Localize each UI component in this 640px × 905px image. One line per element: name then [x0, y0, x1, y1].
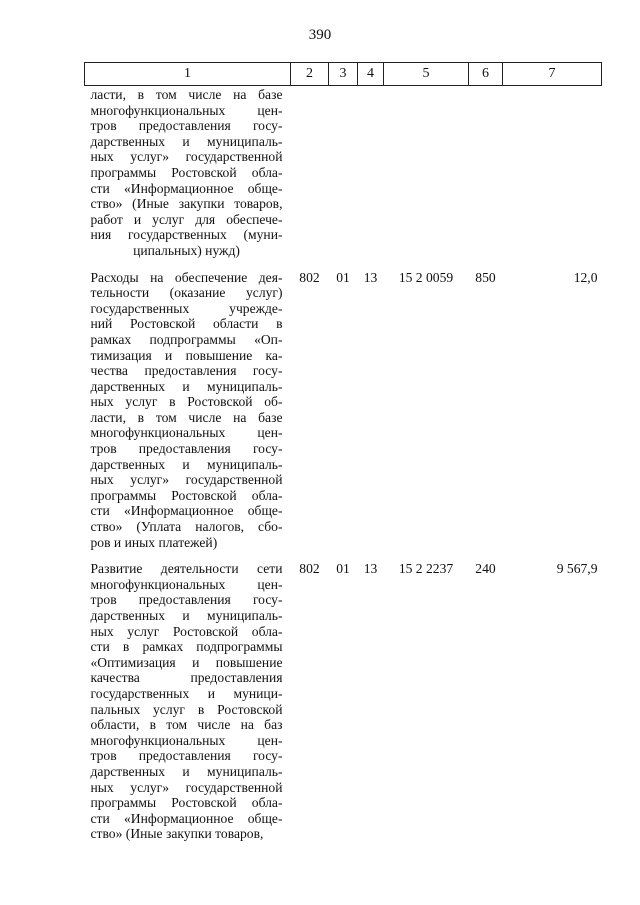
description-line: тров предоставления госу-	[90, 748, 283, 764]
column-header-3: 3	[329, 63, 358, 86]
column-header-2: 2	[291, 63, 329, 86]
row-description	[85, 269, 291, 551]
column-header-1: 1	[85, 63, 291, 86]
row-description	[85, 560, 291, 842]
description-line: области, в том числе на баз	[90, 717, 283, 733]
cell-subsection: 13	[363, 269, 378, 285]
column-header-6: 6	[469, 63, 503, 86]
description-line: тров предоставления госу-	[90, 441, 283, 457]
description-line: качества предоставления	[90, 670, 283, 686]
description-line: дарственных и муниципаль-	[90, 378, 283, 394]
cell-amount: 12,0	[573, 269, 598, 285]
description-line: ство» (Иные закупки товаров,	[90, 826, 264, 842]
description-line: Расходы на обеспечение дея-	[90, 269, 283, 285]
description-line: многофункциональных цен-	[90, 425, 283, 441]
description-line: сти «Информационное обще-	[90, 180, 283, 196]
description-line: многофункциональных цен-	[90, 732, 283, 748]
description-line: программы Ростовской обла-	[90, 487, 283, 503]
description-line: дарственных и муниципаль-	[90, 456, 283, 472]
description-line: ния государственных (муни-	[90, 227, 283, 243]
cell-ministry-code: 802	[299, 269, 320, 285]
table-row	[85, 86, 602, 259]
description-line: государственных и муници-	[90, 685, 283, 701]
cell-expense-type: 850	[475, 269, 496, 285]
cell-expense-type: 240	[475, 561, 496, 577]
description-line: ласти, в том числе на базе	[90, 87, 283, 102]
description-line: «Оптимизация и повышение	[90, 654, 283, 670]
column-header-7: 7	[503, 63, 602, 86]
header-row	[85, 63, 602, 86]
cell-section: 01	[336, 269, 350, 285]
cell-target-article	[384, 86, 469, 259]
description-line: Развитие деятельности сети	[90, 561, 283, 577]
description-line: тров предоставления госу-	[90, 592, 283, 608]
row-spacer	[85, 550, 602, 560]
description-line: рамках подпрограммы «Оп-	[90, 331, 283, 347]
description-line: программы Ростовской обла-	[90, 795, 283, 811]
description-line: ров и иных платежей)	[90, 534, 218, 550]
table-row	[85, 560, 602, 842]
description-line: тров предоставления госу-	[90, 118, 283, 134]
cell-ministry-code: 802	[299, 561, 320, 577]
table-row	[85, 269, 602, 551]
description-line: ных услуг в Ростовской об-	[90, 394, 283, 410]
cell-expense-type	[469, 86, 503, 259]
description-line: чества предоставления госу-	[90, 363, 283, 379]
description-line: многофункциональных цен-	[90, 576, 283, 592]
description-line: ных услуг Ростовской обла-	[90, 623, 283, 639]
description-line: государственных учрежде-	[90, 300, 283, 316]
description-line: ство» (Уплата налогов, сбо-	[90, 519, 283, 535]
column-header-5: 5	[384, 63, 469, 86]
description-line: пальных услуг в Ростовской	[90, 701, 283, 717]
description-line: ципальных) нужд)	[133, 242, 240, 258]
cell-ministry-code	[291, 86, 329, 259]
description-line: ных услуг» государственной	[90, 149, 283, 165]
row-spacer	[85, 259, 602, 269]
cell-amount	[503, 86, 602, 259]
description-line: программы Ростовской обла-	[90, 164, 283, 180]
description-line: работ и услуг для обеспече-	[90, 211, 283, 227]
row-description	[85, 86, 291, 259]
description-line: ных услуг» государственной	[90, 779, 283, 795]
description-line: сти «Информационное обще-	[90, 503, 283, 519]
cell-section	[329, 86, 358, 259]
cell-subsection: 13	[363, 561, 378, 577]
description-line: дарственных и муниципаль-	[90, 608, 283, 623]
budget-table	[84, 62, 602, 842]
description-line: дарственных и муниципаль-	[90, 763, 283, 779]
description-line: многофункциональных цен-	[90, 102, 283, 118]
cell-target-article: 15 2 0059	[398, 269, 454, 285]
description-line: ных услуг» государственной	[90, 472, 283, 488]
description-line: дарственных и муниципаль-	[90, 133, 283, 149]
column-header-4: 4	[358, 63, 384, 86]
description-line: ний Ростовской области в	[90, 316, 283, 332]
cell-amount: 9 567,9	[556, 561, 598, 577]
description-line: сти «Информационное обще-	[90, 810, 283, 826]
cell-section: 01	[336, 561, 350, 577]
table-header	[85, 63, 602, 86]
description-line: сти в рамках подпрограммы	[90, 639, 283, 655]
description-line: ласти, в том числе на базе	[90, 409, 283, 425]
cell-target-article: 15 2 2237	[398, 561, 454, 577]
description-line: тельности (оказание услуг)	[90, 285, 283, 301]
description-line: ство» (Иные закупки товаров,	[90, 196, 283, 212]
description-line: тимизация и повышение ка-	[90, 347, 283, 363]
cell-subsection	[358, 86, 384, 259]
page-number: 390	[308, 27, 332, 43]
